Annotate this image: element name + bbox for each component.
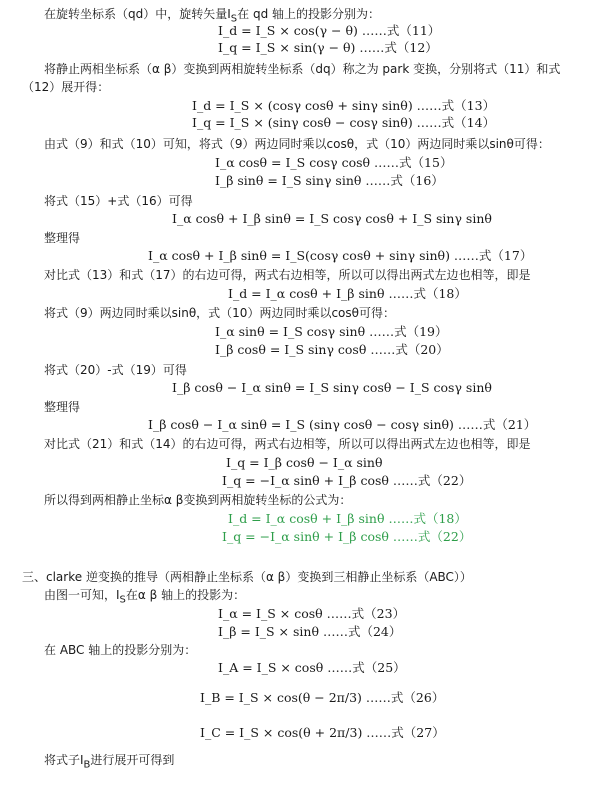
equation-27: I_C = I_S × cos(θ + 2π/3) ……式（27）: [200, 725, 445, 740]
result-text: 所以得到两相静止坐标α β变换到两相旋转坐标的公式为：: [44, 493, 352, 507]
equation-24: I_β = I_S × sinθ ……式（24）: [218, 624, 402, 639]
multiply-text-1: 由式（9）和式（10）可知，将式（9）两边同时乘以cosθ，式（10）两边同时乘以sinθ可得：: [44, 137, 550, 151]
equation-21: I_β cosθ − I_α sinθ = I_S (sinγ cosθ − cosγ sinθ) ……式（21）: [148, 417, 537, 432]
intro-rotating-frame: 在旋转坐标系（qd）中，旋转矢量$I_S$在 qd 轴上的投影分别为：: [44, 7, 381, 25]
equation-23: I_α = I_S × cosθ ……式（23）: [218, 606, 406, 621]
subtract-text: 将式（20）-式（19）可得: [44, 363, 187, 377]
equation-12: I_q = I_S × sin(γ − θ) ……式（12）: [218, 40, 438, 55]
equation-11: I_d = I_S × cos(γ − θ) ……式（11）: [218, 23, 441, 38]
equation-16: I_β sinθ = I_S sinγ sinθ ……式（16）: [215, 173, 444, 188]
compare-text-1: 对比式（13）和式（17）的右边可得，两式右边相等，所以可以得出两式左边也相等，即是: [44, 268, 531, 282]
equation-22: I_q = −I_α sinθ + I_β cosθ ……式（22）: [222, 473, 472, 488]
expand-text: 将式子$I_B$进行展开可得到: [44, 753, 175, 771]
equation-22-highlight: I_q = −I_α sinθ + I_β cosθ ……式（22）: [222, 529, 472, 544]
projection-text: 由图一可知，$I_S$在α β 轴上的投影为：: [44, 588, 246, 606]
equation-26: I_B = I_S × cos(θ − 2π/3) ……式（26）: [200, 690, 445, 705]
equation-15: I_α cosθ = I_S cosγ cosθ ……式（15）: [215, 155, 453, 170]
equation-20: I_β cosθ = I_S sinγ cosθ ……式（20）: [215, 342, 449, 357]
simplify-label-2: 整理得: [44, 400, 81, 414]
park-transform-text-cont: （12）展开得：: [22, 80, 110, 94]
equation-18-highlight: I_d = I_α cosθ + I_β sinθ ……式（18）: [228, 511, 467, 526]
park-transform-text: 将静止两相坐标系（α β）变换到两相旋转坐标系（dq）称之为 park 变换，分别将式（11）和式: [44, 62, 561, 76]
equation-19: I_α sinθ = I_S cosγ sinθ ……式（19）: [215, 324, 448, 339]
section-heading-clarke-inverse: 三、clarke 逆变换的推导（两相静止坐标系（α β）变换到三相静止坐标系（ABC））: [22, 570, 472, 584]
multiply-text-2: 将式（9）两边同时乘以sinθ，式（10）两边同时乘以cosθ可得：: [44, 306, 395, 320]
equation-18: I_d = I_α cosθ + I_β sinθ ……式（18）: [228, 286, 467, 301]
simplify-label-1: 整理得: [44, 231, 81, 245]
equation-diff: I_β cosθ − I_α sinθ = I_S sinγ cosθ − I_S cosγ sinθ: [172, 380, 492, 395]
equation-13: I_d = I_S × (cosγ cosθ + sinγ sinθ) ……式（13）: [192, 98, 496, 113]
compare-text-2: 对比式（21）和式（14）的右边可得，两式右边相等，所以可以得出两式左边也相等，即是: [44, 437, 531, 451]
equation-iq: I_q = I_β cosθ − I_α sinθ: [226, 455, 383, 470]
equation-17: I_α cosθ + I_β sinθ = I_S(cosγ cosθ + sinγ sinθ) ……式（17）: [148, 248, 533, 263]
abc-projection-text: 在 ABC 轴上的投影分别为：: [44, 643, 197, 657]
add-text: 将式（15）+式（16）可得: [44, 194, 193, 208]
equation-25: I_A = I_S × cosθ ……式（25）: [218, 660, 406, 675]
equation-sum: I_α cosθ + I_β sinθ = I_S cosγ cosθ + I_S sinγ sinθ: [172, 211, 492, 226]
equation-14: I_q = I_S × (sinγ cosθ − cosγ sinθ) ……式（14）: [192, 115, 496, 130]
